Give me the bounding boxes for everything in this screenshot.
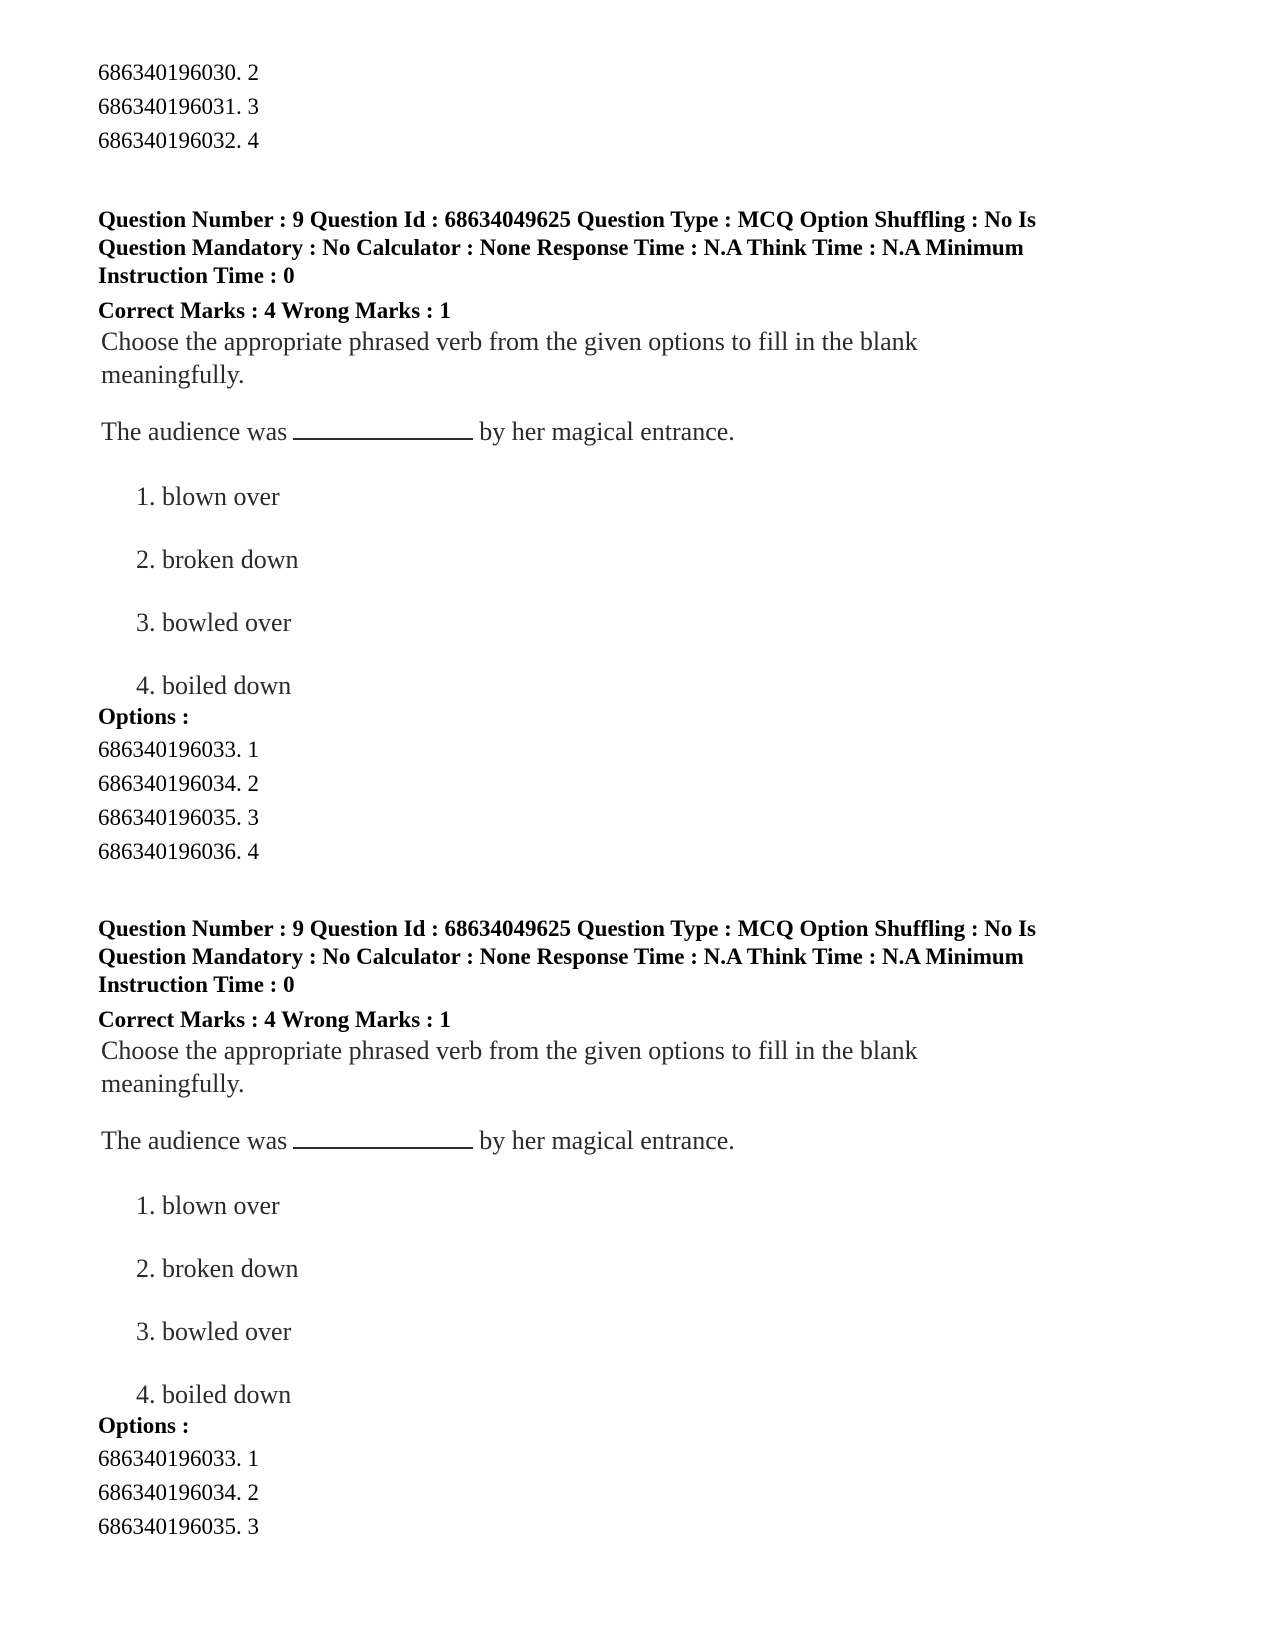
option-id-line: 686340196033. 1 — [98, 1446, 259, 1471]
choice-item: 2. broken down — [136, 1254, 299, 1283]
marks-line: Correct Marks : 4 Wrong Marks : 1 — [98, 1007, 451, 1032]
sentence-before: The audience was — [101, 1126, 288, 1155]
choice-item: 1. blown over — [136, 1191, 280, 1220]
question-prompt: Choose the appropriate phrased verb from the given options to fill in the blank meaningfully. — [101, 327, 918, 389]
question-prompt: Choose the appropriate phrased verb from the given options to fill in the blank meaningfully. — [101, 1036, 918, 1098]
option-id-line: 686340196034. 2 — [98, 1480, 259, 1505]
option-id-line: 686340196032. 4 — [98, 128, 259, 153]
choice-item: 2. broken down — [136, 545, 299, 574]
option-id-line: 686340196030. 2 — [98, 60, 259, 85]
option-id-line: 686340196033. 1 — [98, 737, 259, 762]
question-meta: Question Number : 9 Question Id : 68634049625 Question Type : MCQ Option Shuffling : No Is Question Mandatory : No Calculator : None Response Time : N.A Think Time : N.A Minimum Instruction Time : 0 — [98, 916, 1037, 997]
question-sentence — [101, 1124, 735, 1157]
choice-item: 4. boiled down — [136, 671, 292, 700]
choice-item: 1. blown over — [136, 482, 280, 511]
blank-line — [293, 418, 473, 440]
option-id-line: 686340196036. 4 — [98, 839, 259, 864]
question-sentence — [101, 415, 735, 448]
option-id-line: 686340196035. 3 — [98, 1514, 259, 1539]
option-id-line: 686340196031. 3 — [98, 94, 259, 119]
sentence-before: The audience was — [101, 417, 288, 446]
marks-line: Correct Marks : 4 Wrong Marks : 1 — [98, 298, 451, 323]
option-id-line: 686340196034. 2 — [98, 771, 259, 796]
options-label: Options : — [98, 704, 190, 729]
sentence-after: by her magical entrance. — [479, 1126, 735, 1155]
blank-line — [293, 1127, 473, 1149]
option-id-line: 686340196035. 3 — [98, 805, 259, 830]
question-meta: Question Number : 9 Question Id : 68634049625 Question Type : MCQ Option Shuffling : No Is Question Mandatory : No Calculator : None Response Time : N.A Think Time : N.A Minimum Instruction Time : 0 — [98, 207, 1037, 288]
sentence-after: by her magical entrance. — [479, 417, 735, 446]
options-label: Options : — [98, 1413, 190, 1438]
choice-item: 3. bowled over — [136, 608, 292, 637]
choice-item: 4. boiled down — [136, 1380, 292, 1409]
choice-item: 3. bowled over — [136, 1317, 292, 1346]
